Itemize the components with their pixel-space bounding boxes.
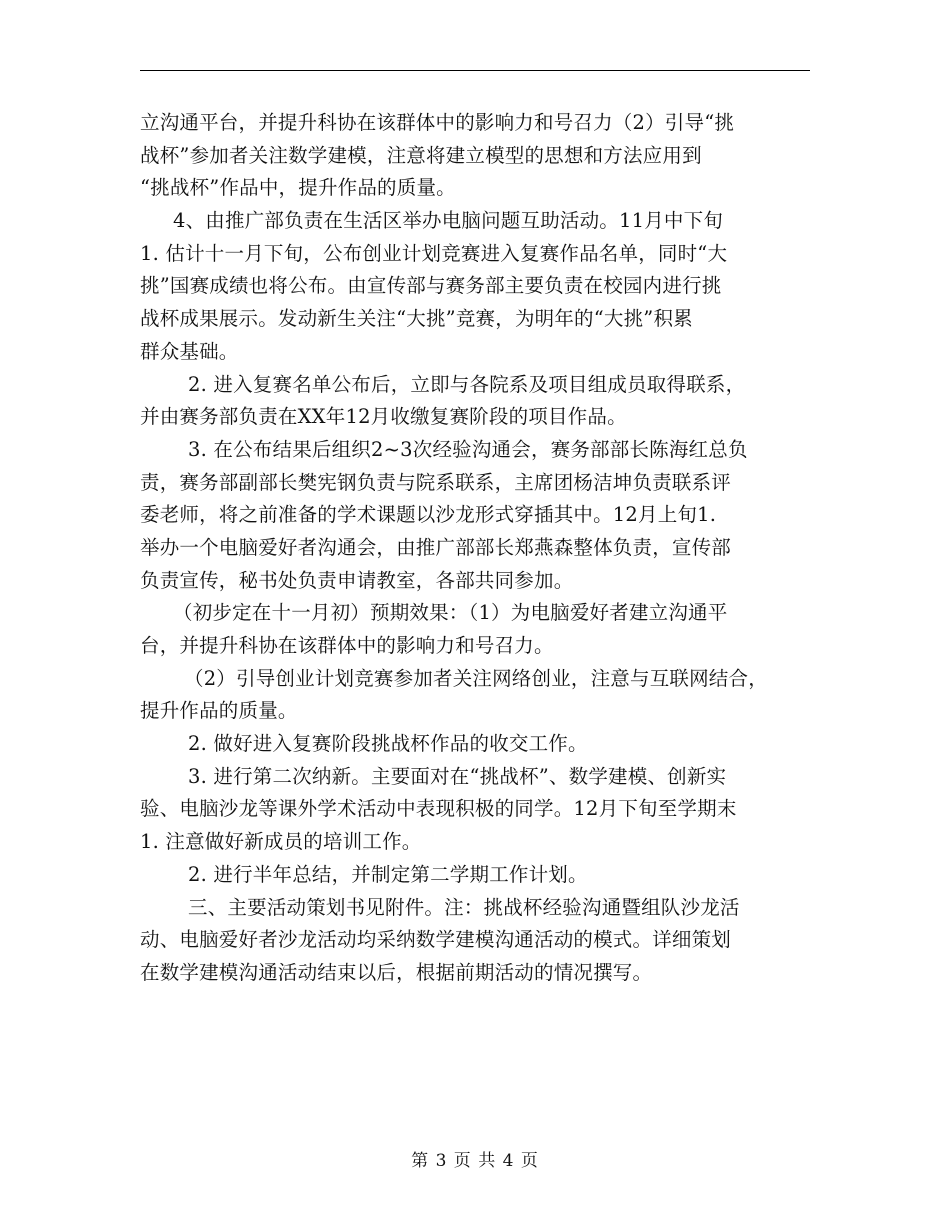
text-line: 1. 估计十一月下旬，公布创业计划竞赛进入复赛作品名单，同时“大 — [140, 241, 728, 265]
text-line: 动、电脑爱好者沙龙活动均采纳数学建模沟通活动的模式。详细策划 — [140, 928, 732, 952]
text-line: 在数学建模沟通活动结束以后，根据前期活动的情况撰写。 — [140, 960, 653, 984]
text-line: 并由赛务部负责在XX年12月收缴复赛阶段的项目作品。 — [140, 405, 627, 429]
text-line: 委老师，将之前准备的学术课题以沙龙形式穿插其中。12月上旬1. — [140, 503, 717, 527]
header-rule — [140, 70, 810, 71]
text-line: 3. 进行第二次纳新。主要面对在“挑战杯”、数学建模、创新实 — [188, 764, 727, 788]
text-line: 群众基础。 — [140, 339, 239, 363]
text-line: 挑”国赛成绩也将公布。由宣传部与赛务部主要负责在校园内进行挑 — [140, 274, 722, 298]
text-line: “挑战杯”作品中，提升作品的质量。 — [140, 176, 456, 200]
text-line: 2. 进入复赛名单公布后，立即与各院系及项目组成员取得联系， — [188, 372, 746, 396]
text-line: 三、主要活动策划书见附件。注：挑战杯经验沟通暨组队沙龙活 — [188, 895, 740, 919]
text-line: 责，赛务部副部长樊宪钢负责与院系联系，主席团杨洁坤负责联系评 — [140, 470, 732, 494]
text-line: 2. 做好进入复赛阶段挑战杯作品的收交工作。 — [188, 732, 588, 756]
text-line: 提升作品的质量。 — [140, 699, 298, 723]
page-footer: 第 3 页 共 4 页 — [411, 1151, 539, 1171]
text-line: 战杯”参加者关注数学建模，注意将建立模型的思想和方法应用到 — [140, 143, 702, 167]
text-line: 1. 注意做好新成员的培训工作。 — [140, 830, 422, 854]
text-line: 立沟通平台，并提升科协在该群体中的影响力和号召力（2）引导“挑 — [140, 111, 735, 134]
text-line: （初步定在十一月初）预期效果：（1）为电脑爱好者建立沟通平 — [173, 601, 728, 625]
text-line: 负责宣传，秘书处负责申请教室，各部共同参加。 — [140, 568, 574, 592]
text-line: （2）引导创业计划竞赛参加者关注网络创业，注意与互联网结合， — [184, 666, 768, 690]
text-line: 4、由推广部负责在生活区举办电脑问题互助活动。11月中下旬 — [173, 209, 724, 233]
text-line: 台，并提升科协在该群体中的影响力和号召力。 — [140, 634, 554, 657]
text-line: 战杯成果展示。发动新生关注“大挑”竞赛，为明年的“大挑”积累 — [140, 307, 693, 331]
text-line: 验、电脑沙龙等课外学术活动中表现积极的同学。12月下旬至学期末 — [140, 797, 737, 821]
document-body — [140, 107, 830, 990]
text-line: 3. 在公布结果后组织2~3次经验沟通会，赛务部部长陈海红总负 — [188, 437, 748, 461]
text-line: 2. 进行半年总结，并制定第二学期工作计划。 — [188, 862, 588, 886]
text-line: 举办一个电脑爱好者沟通会，由推广部部长郑燕森整体负责，宣传部 — [140, 535, 732, 559]
